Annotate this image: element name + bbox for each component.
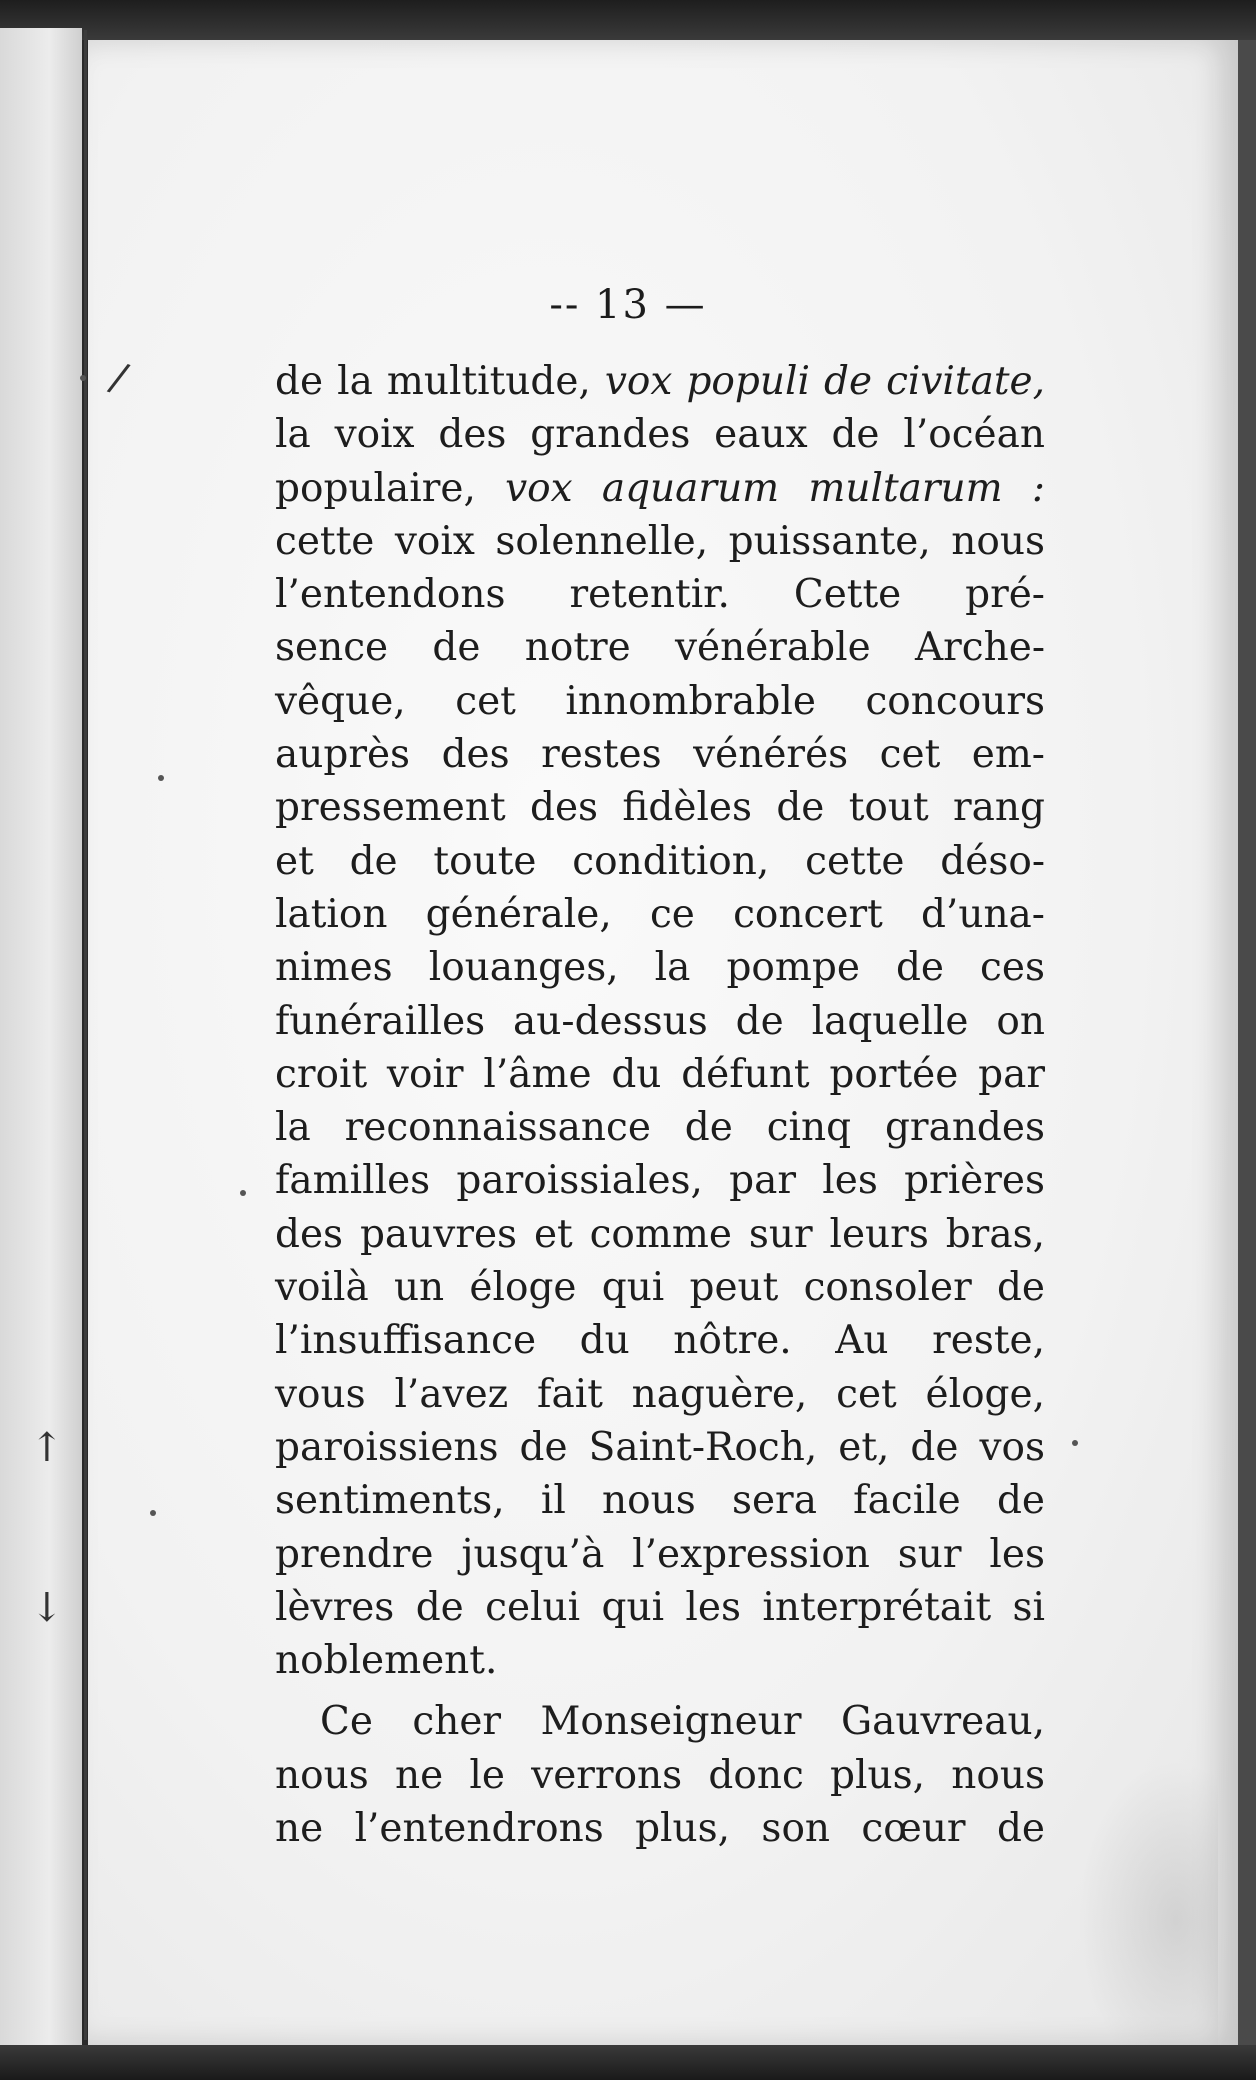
text-line <box>275 568 1045 621</box>
text-line <box>275 1802 1045 1855</box>
text-segment: croit voir l’âme du défunt portée par <box>275 1051 1045 1097</box>
margin-dot <box>158 775 164 781</box>
text-segment: vêque, cet innombrable concours <box>275 678 1045 724</box>
latin-phrase: vox aquarum multarum : <box>505 465 1046 511</box>
text-line <box>275 408 1045 461</box>
text-line <box>275 1208 1045 1261</box>
scan-top-shadow <box>0 0 1256 40</box>
page-stain <box>1078 1760 1218 2080</box>
text-segment: nimes louanges, la pompe de ces <box>275 945 1045 991</box>
scan-right-edge <box>1238 40 1256 2045</box>
pencil-arrow-down-mark: ↓ <box>30 1585 64 1631</box>
text-line <box>275 1474 1045 1527</box>
pencil-arrow-up-mark: ↑ <box>30 1425 64 1471</box>
text-line <box>275 1101 1045 1154</box>
text-line <box>275 1368 1045 1421</box>
text-line <box>275 1048 1045 1101</box>
margin-dot <box>1072 1440 1078 1446</box>
text-line <box>275 995 1045 1048</box>
pencil-tick-mark: / <box>104 354 133 402</box>
text-line <box>275 462 1045 515</box>
text-segment: auprès des restes vénérés cet em- <box>275 732 1045 778</box>
margin-dot <box>80 375 86 381</box>
margin-dot <box>150 1510 156 1516</box>
text-segment: la voix des grandes eaux de l’océan <box>275 412 1045 458</box>
text-segment: et de toute condition, cette déso- <box>275 838 1045 884</box>
text-segment: lèvres de celui qui les interprétait si <box>275 1584 1045 1630</box>
text-segment: de la multitude, <box>275 359 605 404</box>
scan-bottom-edge <box>0 2045 1256 2080</box>
text-segment: vous l’avez fait naguère, cet éloge, <box>275 1371 1045 1417</box>
text-segment: sentiments, il nous sera facile de <box>275 1478 1045 1524</box>
text-segment: la reconnaissance de cinq grandes <box>275 1105 1045 1151</box>
text-segment: prendre jusqu’à l’expression sur les <box>275 1531 1045 1577</box>
text-segment: Ce cher Monseigneur Gauvreau, <box>320 1699 1045 1745</box>
text-segment: sence de notre vénérable Arche- <box>275 625 1045 671</box>
text-line <box>275 621 1045 674</box>
text-segment: l’entendons retentir. Cette pré- <box>275 572 1045 618</box>
body-text <box>275 355 1045 1855</box>
page-number: -- 13 — <box>549 282 707 328</box>
text-line <box>275 728 1045 781</box>
text-segment: funérailles au-dessus de laquelle on <box>275 998 1045 1044</box>
text-line <box>275 1581 1045 1634</box>
text-line <box>275 675 1045 728</box>
text-segment: l’insuffisance du nôtre. Au reste, <box>275 1318 1045 1364</box>
page-gutter-line <box>84 30 87 2040</box>
text-line <box>275 835 1045 888</box>
text-line <box>275 888 1045 941</box>
margin-dot <box>240 1190 246 1196</box>
text-segment: ne l’entendrons plus, son cœur de <box>275 1806 1045 1852</box>
text-segment: pressement des fidèles de tout rang <box>275 785 1045 831</box>
text-line <box>275 1528 1045 1581</box>
text-line <box>275 355 1045 408</box>
text-segment: nous ne le verrons donc plus, nous <box>275 1752 1045 1798</box>
text-segment: paroissiens de Saint-Roch, et, de vos <box>275 1424 1045 1470</box>
text-line <box>275 781 1045 834</box>
text-line <box>275 515 1045 568</box>
latin-phrase: vox populi de civitate, <box>604 359 1045 404</box>
text-line <box>275 1749 1045 1802</box>
text-segment: populaire, <box>275 465 506 511</box>
text-segment: lation générale, ce concert d’una- <box>275 891 1045 937</box>
text-segment: familles paroissiales, par les prières <box>275 1158 1045 1204</box>
text-line <box>275 1421 1045 1474</box>
text-line <box>275 1261 1045 1314</box>
text-line <box>275 1695 1045 1748</box>
text-line <box>275 1314 1045 1367</box>
text-segment: noblement. <box>275 1638 498 1684</box>
text-segment: cette voix solennelle, puissante, nous <box>275 518 1045 564</box>
paragraph-gap <box>275 1687 1045 1695</box>
text-segment: des pauvres et comme sur leurs bras, <box>275 1211 1045 1257</box>
text-line <box>275 1154 1045 1207</box>
text-line <box>275 941 1045 994</box>
previous-page-edge <box>0 28 82 2048</box>
text-line <box>275 1634 1045 1687</box>
text-segment: voilà un éloge qui peut consoler de <box>275 1265 1045 1311</box>
